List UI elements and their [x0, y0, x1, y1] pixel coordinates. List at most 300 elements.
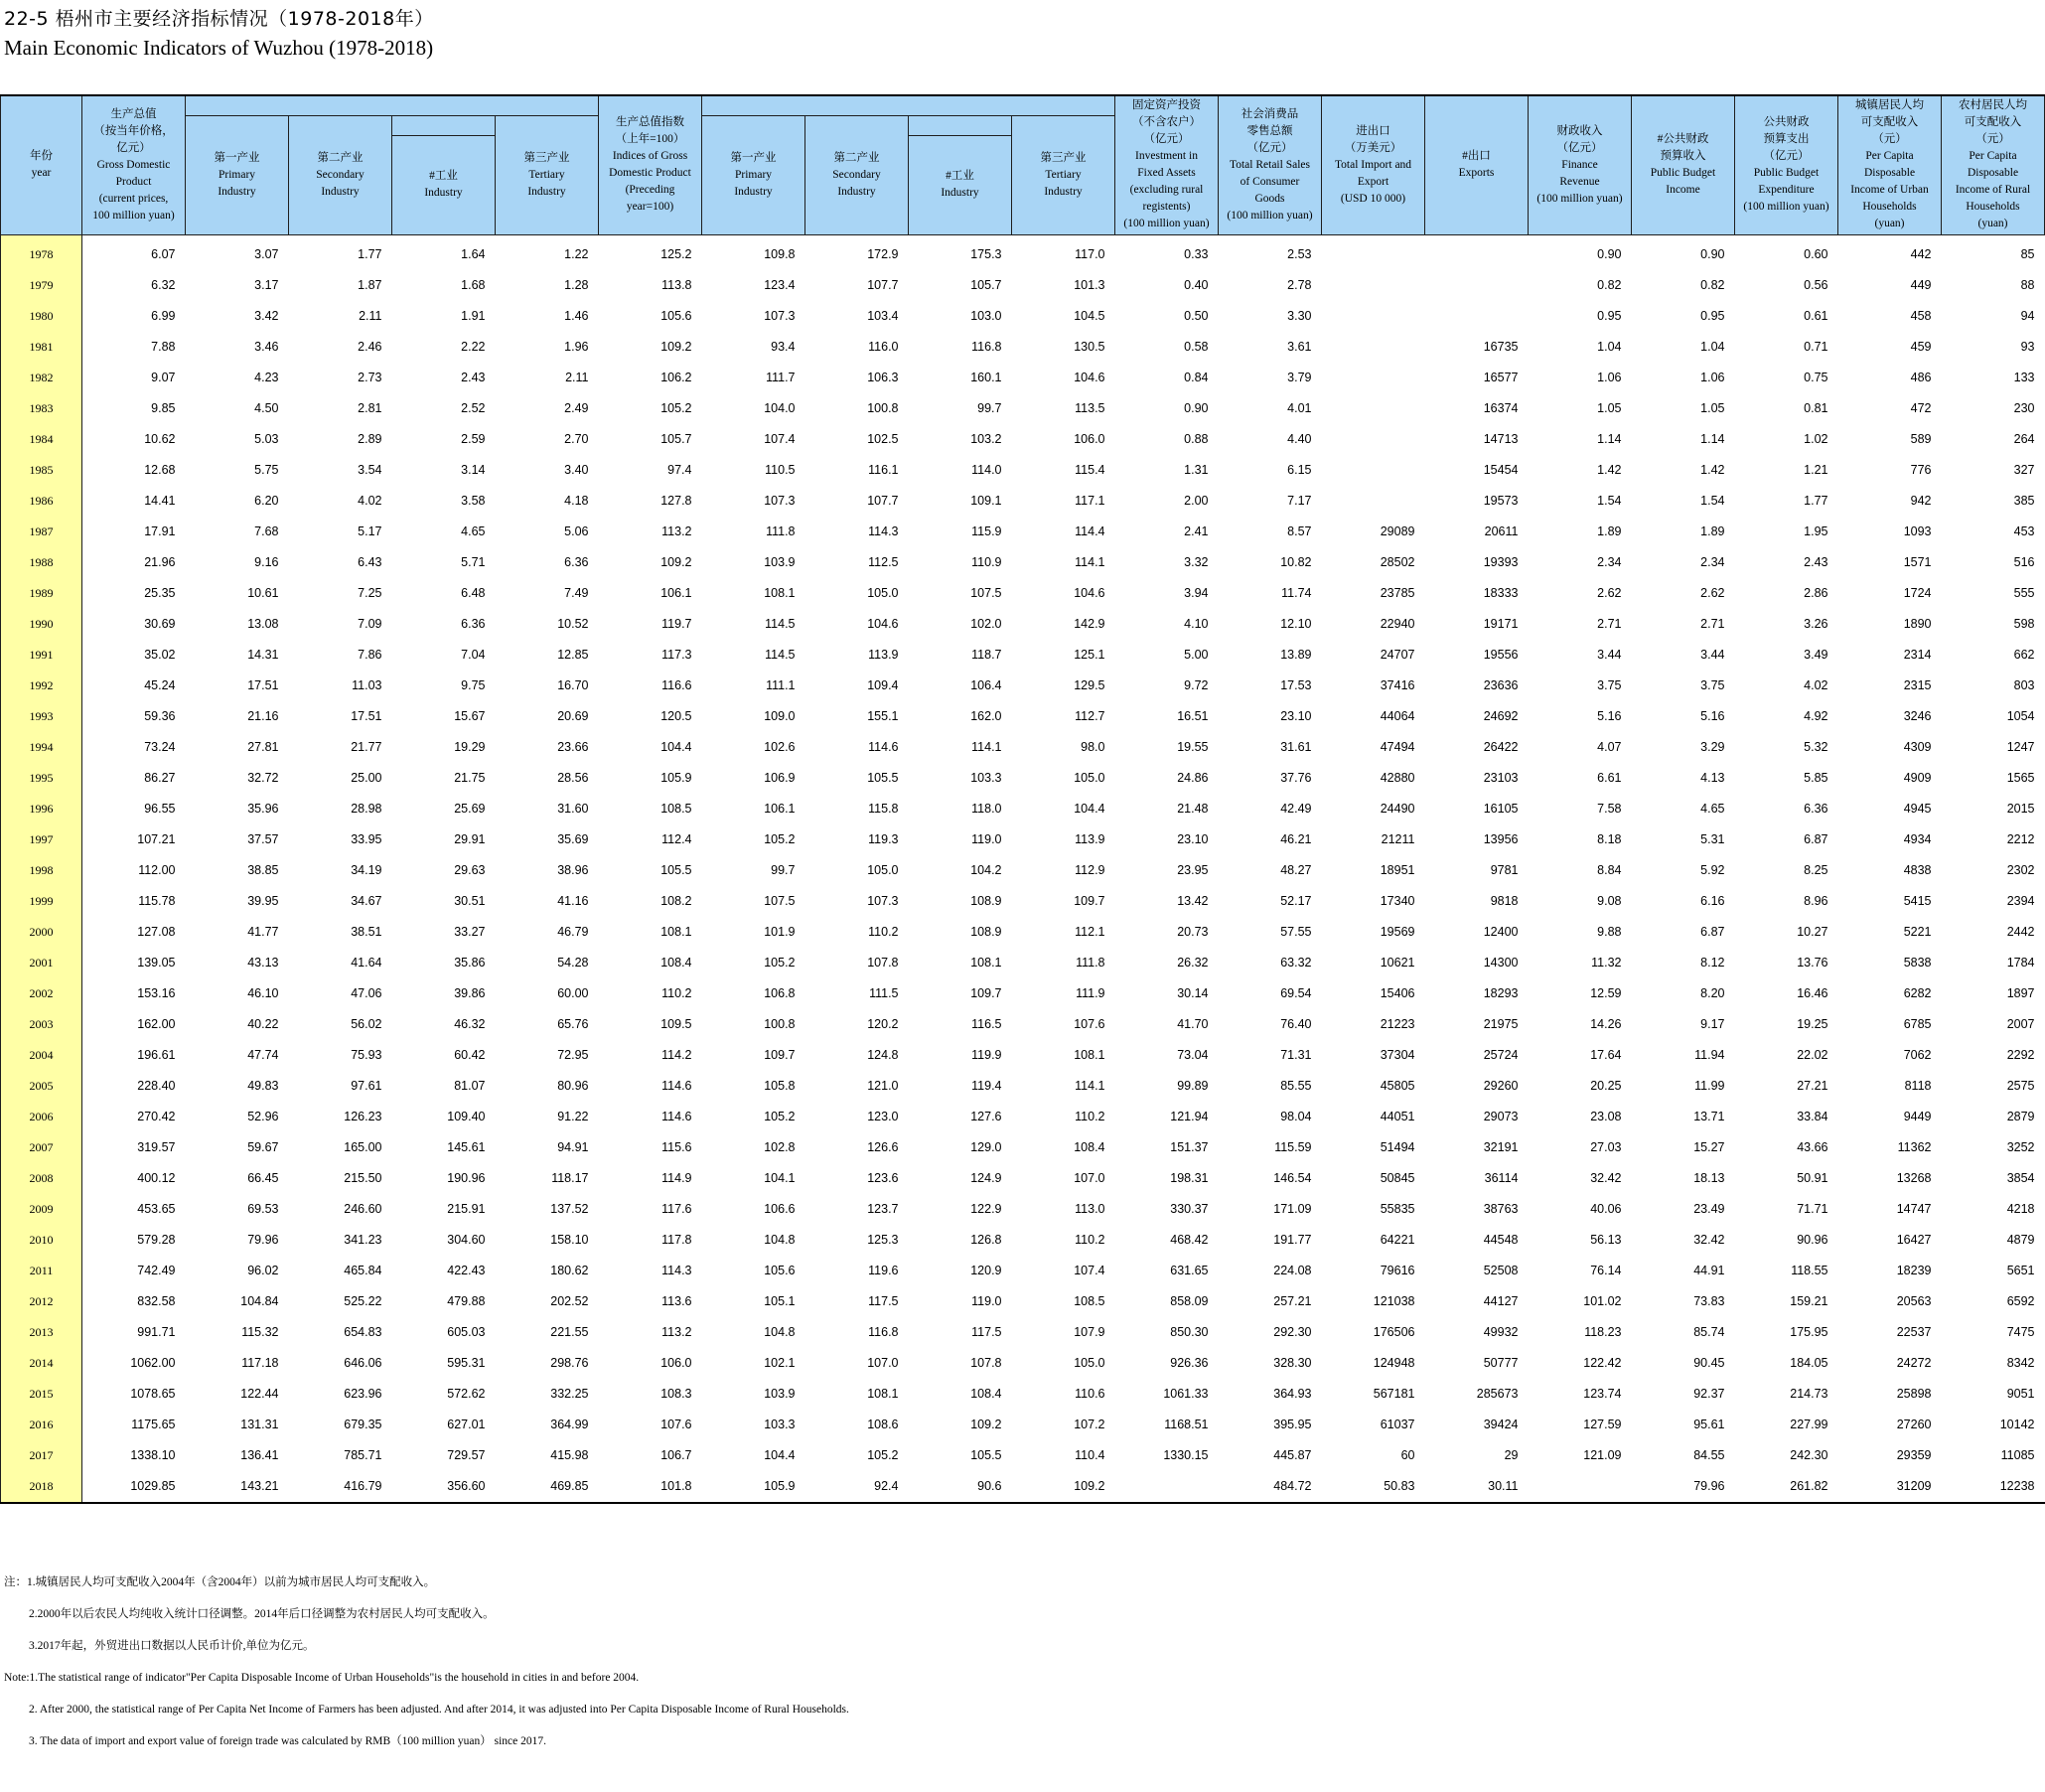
- value-cell: 850.30: [1170, 1325, 1209, 1339]
- value-cell: 1.14: [1597, 432, 1622, 446]
- value-cell: 120.2: [867, 1017, 899, 1031]
- value-cell: 28.98: [351, 802, 382, 816]
- value-cell: 127.08: [137, 925, 176, 939]
- header-line: Revenue: [1559, 175, 1600, 188]
- header-fixed-assets: [1115, 95, 1219, 234]
- value-cell: 42880: [1380, 771, 1415, 785]
- value-cell: 107.8: [970, 1356, 1002, 1370]
- value-cell: 20.73: [1177, 925, 1209, 939]
- value-cell: 30.69: [144, 617, 176, 631]
- year-cell: 1992: [1, 671, 82, 701]
- value-cell: 155.1: [867, 709, 899, 723]
- value-cell: 2.71: [1700, 617, 1725, 631]
- value-cell: 10.82: [1280, 555, 1312, 569]
- value-cell: 6.61: [1597, 771, 1622, 785]
- value-cell: 37.76: [1280, 771, 1312, 785]
- value-cell: 73.83: [1693, 1294, 1725, 1308]
- header-line: (100 million yuan): [1536, 192, 1623, 205]
- value-cell: 221.55: [550, 1325, 589, 1339]
- value-cell: 104.4: [660, 740, 692, 754]
- value-cell: 3854: [2006, 1171, 2035, 1185]
- value-cell: 114.1: [1075, 1079, 1105, 1093]
- value-cell: 126.6: [867, 1140, 899, 1154]
- value-cell: 4945: [1903, 802, 1932, 816]
- value-cell: 11.74: [1281, 586, 1312, 600]
- value-cell: 0.61: [1804, 309, 1828, 323]
- value-cell: 24490: [1380, 802, 1415, 816]
- value-cell: 111.9: [1076, 986, 1105, 1000]
- table-row: [1, 1194, 2045, 1225]
- value-cell: 105.9: [702, 1471, 805, 1503]
- header-industry-spacer: [392, 115, 496, 135]
- value-cell: 13268: [1896, 1171, 1932, 1185]
- header-line: Fixed Assets: [1137, 167, 1196, 180]
- value-cell: 3.46: [254, 340, 279, 354]
- value-cell: 146.54: [1273, 1171, 1312, 1185]
- value-cell: 106.1: [660, 586, 692, 600]
- value-cell: 37416: [1380, 678, 1415, 692]
- value-cell: 654.83: [344, 1325, 382, 1339]
- year-cell: 2000: [1, 917, 82, 948]
- value-cell: 60.42: [454, 1048, 486, 1062]
- value-cell: 12.85: [557, 648, 589, 662]
- header-public-budget-income: [1632, 95, 1735, 234]
- value-cell: 122.44: [240, 1387, 279, 1401]
- value-cell: 105.0: [867, 863, 899, 877]
- value-cell: 0.81: [1804, 401, 1828, 415]
- indicators-table-container: [0, 94, 2045, 1504]
- value-cell: 2292: [2006, 1048, 2035, 1062]
- value-cell: 8.12: [1700, 956, 1725, 970]
- value-cell: 4.40: [1287, 432, 1312, 446]
- value-cell: 4.23: [254, 371, 279, 384]
- value-cell: [1322, 393, 1425, 424]
- table-row: [1, 1348, 2045, 1379]
- table-row: [1, 547, 2045, 578]
- value-cell: 111.7: [766, 371, 796, 384]
- value-cell: 10.61: [247, 586, 279, 600]
- value-cell: 1.54: [1700, 494, 1725, 508]
- value-cell: 106.7: [660, 1448, 692, 1462]
- value-cell: 3.14: [461, 463, 486, 477]
- header-line: Income: [1666, 184, 1700, 197]
- year-cell: 2005: [1, 1071, 82, 1102]
- header-import-export: [1322, 95, 1425, 234]
- value-cell: 1.54: [1597, 494, 1622, 508]
- year-cell: 1993: [1, 701, 82, 732]
- year-cell: 2004: [1, 1040, 82, 1071]
- value-cell: 6.20: [254, 494, 279, 508]
- table-row: [1, 1317, 2045, 1348]
- value-cell: 80.96: [557, 1079, 589, 1093]
- value-cell: 6.07: [151, 247, 176, 261]
- value-cell: 106.0: [660, 1356, 692, 1370]
- value-cell: 172.9: [867, 247, 899, 261]
- year-cell: 1984: [1, 424, 82, 455]
- value-cell: 107.9: [1074, 1325, 1105, 1339]
- value-cell: 31.61: [1280, 740, 1312, 754]
- value-cell: 9.72: [1184, 678, 1209, 692]
- value-cell: 646.06: [344, 1356, 382, 1370]
- value-cell: 7.04: [461, 648, 486, 662]
- value-cell: 143.21: [186, 1471, 289, 1503]
- value-cell: 319.57: [137, 1140, 176, 1154]
- value-cell: 1.31: [1184, 463, 1209, 477]
- value-cell: 442: [1910, 247, 1932, 261]
- value-cell: 23636: [1483, 678, 1519, 692]
- value-cell: 107.7: [867, 278, 899, 292]
- value-cell: 126.23: [344, 1110, 382, 1123]
- value-cell: 160.1: [970, 371, 1002, 384]
- value-cell: 2.89: [358, 432, 382, 446]
- value-cell: 1.77: [358, 247, 382, 261]
- value-cell: 66.45: [247, 1171, 279, 1185]
- value-cell: 2.34: [1597, 555, 1622, 569]
- header-line: Exports: [1458, 167, 1495, 180]
- value-cell: 18293: [1483, 986, 1519, 1000]
- value-cell: 101.8: [599, 1471, 702, 1503]
- value-cell: 227.99: [1790, 1418, 1828, 1431]
- header-industry-index-spacer: [909, 115, 1012, 135]
- value-cell: 117.18: [241, 1356, 279, 1370]
- value-cell: 27.21: [1797, 1079, 1828, 1093]
- header-line: Public Budget: [1650, 167, 1716, 180]
- value-cell: 105.6: [764, 1264, 796, 1277]
- header-line: (Preceding: [625, 184, 675, 197]
- value-cell: 108.6: [867, 1418, 899, 1431]
- value-cell: 71.31: [1280, 1048, 1312, 1062]
- note-cn-2: 2.2000年以后农民人均纯收入统计口径调整。2014年后口径调整为农村居民人均可支配收入。: [29, 1608, 495, 1620]
- value-cell: 69.53: [247, 1202, 279, 1216]
- table-row: [1, 1102, 2045, 1132]
- value-cell: 117.5: [971, 1325, 1002, 1339]
- year-cell: 2009: [1, 1194, 82, 1225]
- value-cell: 10142: [1999, 1418, 2035, 1431]
- value-cell: 1093: [1903, 524, 1932, 538]
- value-cell: 0.90: [1700, 247, 1725, 261]
- value-cell: 35.69: [557, 832, 589, 846]
- header-line: registents): [1142, 201, 1191, 214]
- value-cell: 191.77: [1273, 1233, 1312, 1247]
- value-cell: 151.37: [1170, 1140, 1209, 1154]
- value-cell: 50.91: [1797, 1171, 1828, 1185]
- value-cell: 11362: [1897, 1140, 1932, 1154]
- year-cell: 2017: [1, 1440, 82, 1471]
- value-cell: 38.85: [247, 863, 279, 877]
- value-cell: 32.42: [1693, 1233, 1725, 1247]
- value-cell: 0.40: [1184, 278, 1209, 292]
- value-cell: 127.59: [1583, 1418, 1622, 1431]
- value-cell: 108.4: [970, 1387, 1002, 1401]
- value-cell: 29.63: [454, 863, 486, 877]
- table-row: [1, 1225, 2045, 1256]
- value-cell: 24692: [1483, 709, 1519, 723]
- header-secondary-index: [805, 115, 909, 234]
- value-cell: 118.23: [1584, 1325, 1622, 1339]
- value-cell: 110.5: [765, 463, 796, 477]
- table-row: [1, 1379, 2045, 1410]
- value-cell: 123.7: [867, 1202, 899, 1216]
- table-row: [1, 363, 2045, 393]
- header-line: （元）: [1872, 133, 1907, 146]
- value-cell: 23785: [1380, 586, 1415, 600]
- value-cell: 31209: [1838, 1471, 1942, 1503]
- value-cell: 3.44: [1597, 648, 1622, 662]
- value-cell: 29089: [1380, 524, 1415, 538]
- value-cell: 109.5: [660, 1017, 692, 1031]
- value-cell: 119.6: [868, 1264, 899, 1277]
- header-line: (100 million yuan): [1743, 201, 1829, 214]
- value-cell: 2007: [2006, 1017, 2035, 1031]
- value-cell: 107.3: [867, 894, 899, 908]
- value-cell: 47494: [1380, 740, 1415, 754]
- value-cell: 13956: [1483, 832, 1519, 846]
- value-cell: 30.11: [1425, 1471, 1529, 1503]
- value-cell: 9051: [2006, 1387, 2035, 1401]
- value-cell: 107.8: [867, 956, 899, 970]
- value-cell: 449: [1910, 278, 1932, 292]
- value-cell: 95.61: [1693, 1418, 1725, 1431]
- value-cell: 2212: [2006, 832, 2035, 846]
- value-cell: 98.0: [1081, 740, 1105, 754]
- value-cell: 458: [1910, 309, 1932, 323]
- value-cell: 37.57: [247, 832, 279, 846]
- value-cell: 15454: [1483, 463, 1519, 477]
- value-cell: 113.0: [1075, 1202, 1105, 1216]
- value-cell: 106.4: [970, 678, 1002, 692]
- value-cell: 422.43: [447, 1264, 486, 1277]
- value-cell: [1529, 1471, 1632, 1503]
- value-cell: 110.6: [1075, 1387, 1105, 1401]
- value-cell: 3.75: [1700, 678, 1725, 692]
- value-cell: 9.17: [1700, 1017, 1725, 1031]
- value-cell: 4838: [1903, 863, 1932, 877]
- table-row: [1, 1440, 2045, 1471]
- value-cell: 38.51: [351, 925, 382, 939]
- value-cell: [1322, 301, 1425, 332]
- header-line: Gross Domestic: [96, 158, 171, 171]
- header-industry-index: [909, 135, 1012, 234]
- value-cell: 9.08: [1597, 894, 1622, 908]
- value-cell: 105.8: [764, 1079, 796, 1093]
- value-cell: 105.9: [660, 771, 692, 785]
- value-cell: 1.46: [564, 309, 589, 323]
- value-cell: 105.2: [764, 956, 796, 970]
- value-cell: 16.46: [1797, 986, 1828, 1000]
- value-cell: 107.7: [867, 494, 899, 508]
- value-cell: 40.06: [1590, 1202, 1622, 1216]
- value-cell: 5838: [1903, 956, 1932, 970]
- value-cell: 29260: [1483, 1079, 1519, 1093]
- value-cell: 61037: [1380, 1418, 1415, 1431]
- value-cell: 2.49: [564, 401, 589, 415]
- value-cell: 60: [1400, 1448, 1415, 1462]
- value-cell: 1.05: [1700, 401, 1725, 415]
- value-cell: 104.6: [867, 617, 899, 631]
- year-cell: 2016: [1, 1410, 82, 1440]
- value-cell: 145.61: [447, 1140, 486, 1154]
- value-cell: 24272: [1896, 1356, 1932, 1370]
- header-line: Investment in: [1135, 150, 1198, 163]
- value-cell: 228.40: [137, 1079, 176, 1093]
- value-cell: 71.71: [1797, 1202, 1828, 1216]
- value-cell: 59.36: [144, 709, 176, 723]
- value-cell: 3.07: [254, 247, 279, 261]
- value-cell: 176506: [1373, 1325, 1415, 1339]
- value-cell: 6.16: [1700, 894, 1725, 908]
- value-cell: 60.00: [557, 986, 589, 1000]
- value-cell: 105.1: [764, 1294, 796, 1308]
- value-cell: 2.41: [1184, 524, 1209, 538]
- value-cell: 13.89: [1280, 648, 1312, 662]
- value-cell: 23.10: [1280, 709, 1312, 723]
- value-cell: 3.26: [1804, 617, 1828, 631]
- year-cell: 1988: [1, 547, 82, 578]
- value-cell: 125.2: [660, 247, 692, 261]
- value-cell: 4.65: [1700, 802, 1725, 816]
- value-cell: 6592: [2006, 1294, 2035, 1308]
- value-cell: 9.88: [1597, 925, 1622, 939]
- value-cell: 175.3: [970, 247, 1002, 261]
- year-cell: 2011: [1, 1256, 82, 1286]
- value-cell: 190.96: [447, 1171, 486, 1185]
- value-cell: 119.0: [971, 1294, 1002, 1308]
- header-line: Domestic Product: [609, 167, 691, 180]
- value-cell: 1168.51: [1164, 1418, 1209, 1431]
- value-cell: 2.43: [461, 371, 486, 384]
- value-cell: 110.2: [1075, 1233, 1105, 1247]
- value-cell: 119.7: [661, 617, 692, 631]
- value-cell: 17.53: [1280, 678, 1312, 692]
- value-cell: 0.33: [1184, 247, 1209, 261]
- value-cell: 33.84: [1797, 1110, 1828, 1123]
- value-cell: 20.69: [557, 709, 589, 723]
- value-cell: 29: [1504, 1448, 1519, 1462]
- value-cell: [1322, 270, 1425, 301]
- value-cell: 109.40: [447, 1110, 486, 1123]
- header-line: （万美元）: [1344, 141, 1402, 154]
- value-cell: 103.4: [867, 309, 899, 323]
- value-cell: 105.7: [660, 432, 692, 446]
- header-line: （上年=100）: [615, 133, 685, 146]
- header-line: Industry: [321, 185, 360, 198]
- value-cell: 4.02: [358, 494, 382, 508]
- header-line: Tertiary: [528, 168, 565, 181]
- value-cell: 126.8: [970, 1233, 1002, 1247]
- value-cell: 50845: [1380, 1171, 1415, 1185]
- value-cell: 142.9: [1074, 617, 1105, 631]
- value-cell: 48.27: [1280, 863, 1312, 877]
- value-cell: 104.6: [1074, 371, 1105, 384]
- value-cell: 3.44: [1700, 648, 1725, 662]
- value-cell: 102.6: [764, 740, 796, 754]
- value-cell: 102.1: [764, 1356, 796, 1370]
- value-cell: 0.82: [1597, 278, 1622, 292]
- header-line: #出口: [1462, 150, 1491, 163]
- value-cell: 33.27: [454, 925, 486, 939]
- value-cell: 21223: [1380, 1017, 1415, 1031]
- value-cell: 109.1: [970, 494, 1002, 508]
- value-cell: 117.6: [661, 1202, 692, 1216]
- header-line: 固定资产投资: [1132, 99, 1201, 112]
- value-cell: 100.8: [867, 401, 899, 415]
- value-cell: 115.4: [1075, 463, 1105, 477]
- table-row: [1, 671, 2045, 701]
- value-cell: 86.27: [144, 771, 176, 785]
- value-cell: 117.5: [868, 1294, 899, 1308]
- header-line: 财政收入: [1556, 124, 1603, 137]
- value-cell: 90.6: [909, 1471, 1012, 1503]
- value-cell: 270.42: [137, 1110, 176, 1123]
- header-line: Industry: [218, 185, 256, 198]
- value-cell: 113.2: [661, 1325, 692, 1339]
- value-cell: 121.0: [867, 1079, 899, 1093]
- value-cell: 72.95: [557, 1048, 589, 1062]
- year-cell: 1989: [1, 578, 82, 609]
- value-cell: 459: [1910, 340, 1932, 354]
- value-cell: 9781: [1490, 863, 1519, 877]
- header-tertiary: [496, 115, 599, 234]
- value-cell: 1784: [2006, 956, 2035, 970]
- value-cell: 88: [2020, 278, 2035, 292]
- value-cell: 21975: [1483, 1017, 1519, 1031]
- value-cell: 453: [2013, 524, 2035, 538]
- value-cell: 257.21: [1273, 1294, 1312, 1308]
- value-cell: 1078.65: [130, 1387, 176, 1401]
- value-cell: 65.76: [557, 1017, 589, 1031]
- value-cell: 3.49: [1804, 648, 1828, 662]
- value-cell: 17.51: [247, 678, 279, 692]
- value-cell: 109.7: [970, 986, 1002, 1000]
- value-cell: 113.2: [661, 524, 692, 538]
- value-cell: 27.03: [1590, 1140, 1622, 1154]
- value-cell: 1.77: [1804, 494, 1828, 508]
- value-cell: 73.04: [1177, 1048, 1209, 1062]
- value-cell: 110.9: [971, 555, 1002, 569]
- value-cell: 159.21: [1790, 1294, 1828, 1308]
- value-cell: 104.8: [764, 1233, 796, 1247]
- value-cell: 45805: [1380, 1079, 1415, 1093]
- value-cell: 105.6: [660, 309, 692, 323]
- value-cell: 119.9: [971, 1048, 1002, 1062]
- note-en-3: 3. The data of import and export value of foreign trade was calculated by RMB（100 million yuan） since 2017.: [29, 1735, 546, 1747]
- value-cell: 776: [1910, 463, 1932, 477]
- value-cell: 14.31: [247, 648, 279, 662]
- value-cell: 13.71: [1693, 1110, 1725, 1123]
- value-cell: 11085: [2000, 1448, 2035, 1462]
- value-cell: 106.8: [764, 986, 796, 1000]
- value-cell: 111.8: [766, 524, 796, 538]
- value-cell: 9.75: [461, 678, 486, 692]
- year-cell: 2018: [1, 1471, 82, 1503]
- value-cell: 15.27: [1693, 1140, 1725, 1154]
- value-cell: 304.60: [447, 1233, 486, 1247]
- value-cell: 64221: [1380, 1233, 1415, 1247]
- value-cell: 22.02: [1797, 1048, 1828, 1062]
- value-cell: 36114: [1484, 1171, 1519, 1185]
- table-row: [1, 1040, 2045, 1071]
- value-cell: 44548: [1483, 1233, 1519, 1247]
- value-cell: 103.9: [764, 555, 796, 569]
- value-cell: 14300: [1483, 956, 1519, 970]
- value-cell: 6.43: [358, 555, 382, 569]
- value-cell: 107.21: [137, 832, 176, 846]
- value-cell: 119.4: [971, 1079, 1002, 1093]
- table-row: [1, 234, 2045, 270]
- value-cell: 105.2: [867, 1448, 899, 1462]
- value-cell: 516: [2013, 555, 2035, 569]
- value-cell: 9449: [1903, 1110, 1932, 1123]
